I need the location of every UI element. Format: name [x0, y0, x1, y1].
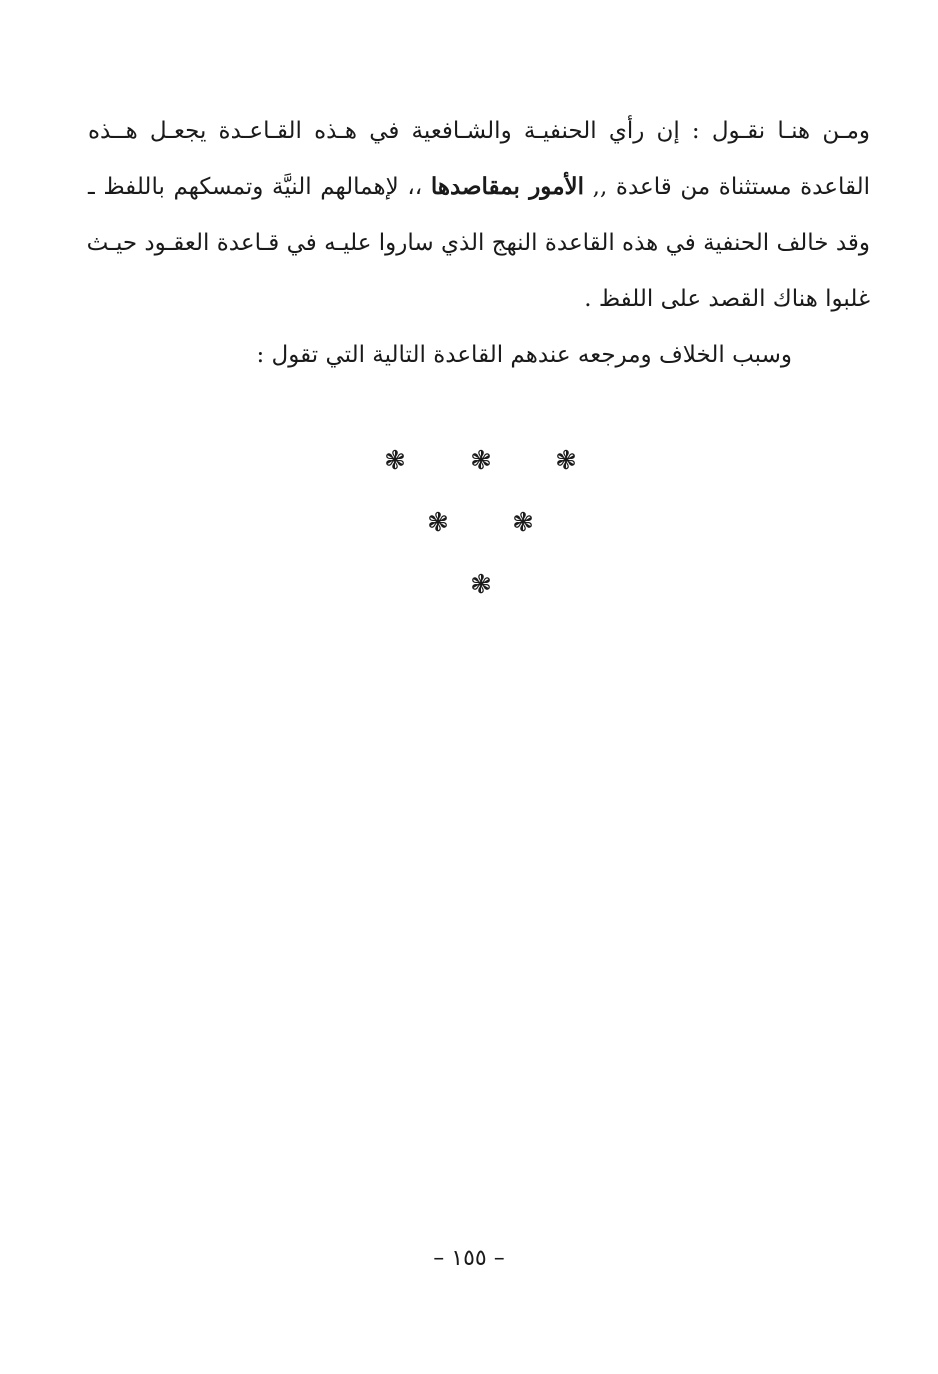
star-flower-icon: ❃ [512, 508, 534, 538]
page-number: – ١٥٥ – [433, 1246, 505, 1271]
star-flower-icon: ❃ [470, 570, 492, 600]
intro-line: وسبب الخلاف ومرجعه عندهم القاعدة التالية التي تقول : [256, 342, 792, 368]
paragraph-line-1: ومـن هنـا نقـول : إن رأي الحنفيـة والشـافعية في هـذه القـاعـدة يجعـل هــذه [88, 118, 870, 144]
paragraph-line-2 [88, 159, 870, 215]
body-text [88, 103, 870, 383]
star-flower-icon: ❃ [427, 508, 449, 538]
star-flower-icon: ❃ [384, 446, 406, 476]
star-flower-icon: ❃ [470, 446, 492, 476]
line-2-end: ،، لإهمالهم النيَّة وتمسكهم باللفظ ـ [88, 174, 423, 200]
paragraph-line-4: غلبوا هناك القصد على اللفظ . [584, 286, 870, 312]
star-flower-icon: ❃ [555, 446, 577, 476]
line-2-start: القاعدة مستثناة من قاعدة ,, [592, 174, 871, 200]
ornament-row-2 [0, 508, 938, 548]
bold-phrase: الأمور بمقاصدها [430, 173, 585, 200]
paragraph-line-3: وقد خالف الحنفية في هذه القاعدة النهج الذي ساروا عليـه في قـاعدة العقـود حيـث [86, 230, 870, 256]
ornament-row-1 [0, 446, 938, 486]
ornament-row-3 [0, 570, 938, 610]
